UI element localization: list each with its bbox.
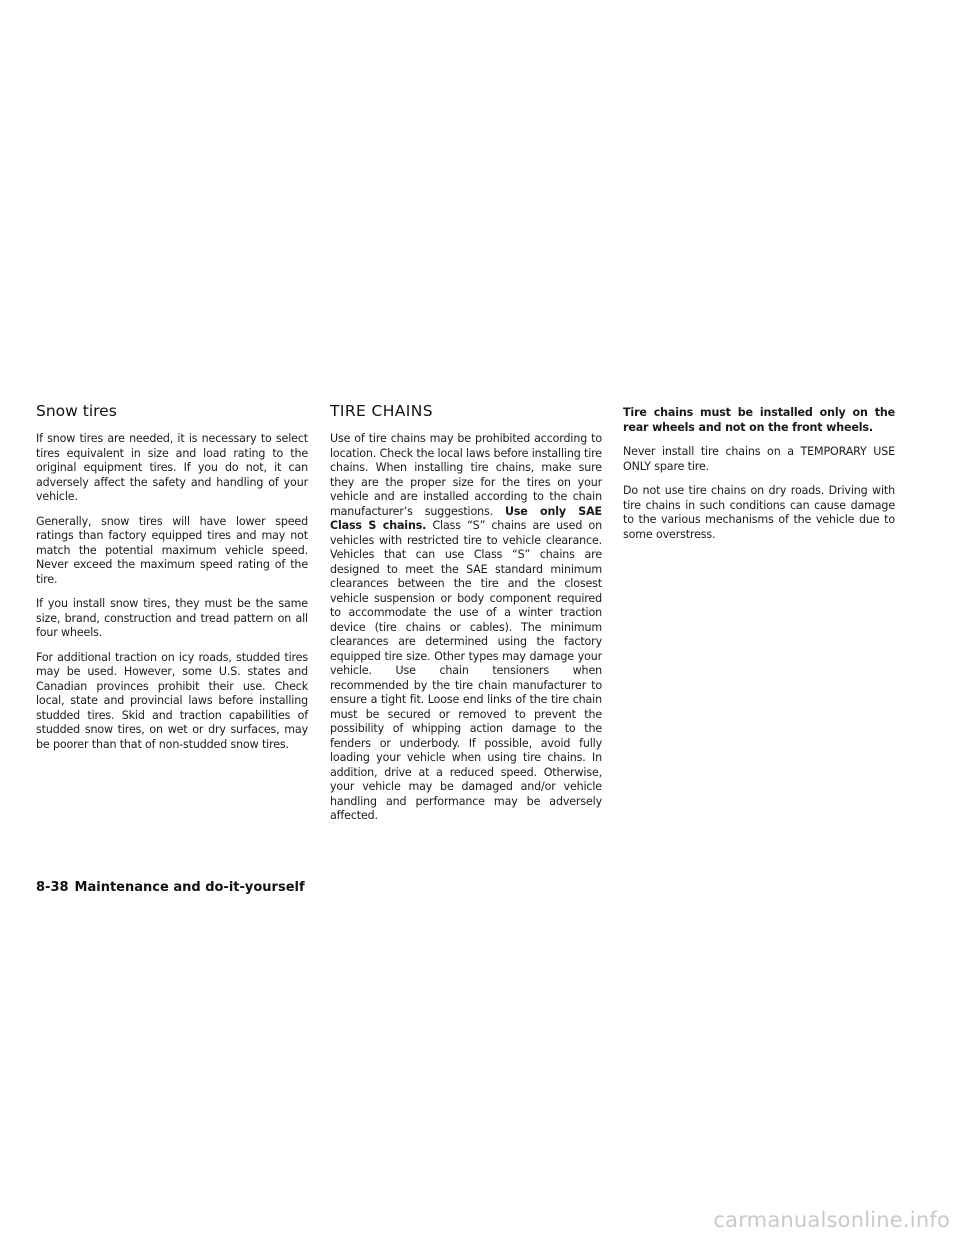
rear-wheels-warning-text: Tire chains must be installed only on the rear wheels and not on the front wheels. bbox=[623, 406, 895, 434]
tire-chains-text-2: Class “S” chains are used on vehicles with restricted tire to vehicle clearance. Vehicles that can use Class “S” chains are designed to meet the SAE standard minimum clearances between the tire and the closest vehicle suspension or body component required to accommodate the use of a winter traction device (tire chains or cables). The minimum clearances are determined using the factory equipped tire size. Other types may damage your vehicle. Use chain tensioners when recommended by the tire chain manufacturer to ensure a tight fit. Loose end links of the tire chain must be secured or removed to prevent the possibility of whipping action damage to the fenders or underbody. If possible, avoid fully loading your vehicle when using tire chains. In addition, drive at a reduced speed. Otherwise, your vehicle may be damaged and/or vehicle handling and performance may be adversely affected. bbox=[330, 519, 602, 822]
tire-chains-heading: TIRE CHAINS bbox=[330, 402, 434, 420]
dry-roads-note: Do not use tire chains on dry roads. Driving with tire chains in such conditions can cause damage to the various mechanisms of the vehicle due to some overstress. bbox=[623, 484, 895, 541]
snow-tires-paragraph-2: Generally, snow tires will have lower speed ratings than factory equipped tires and may not match the potential maximum vehicle speed. Never exceed the maximum speed rating of the tire. bbox=[36, 514, 308, 586]
spare-tire-note: Never install tire chains on a TEMPORARY USE ONLY spare tire. bbox=[623, 445, 895, 473]
tire-chains-text-1: Use of tire chains may be prohibited according to location. Check the local laws before installing tire chains. When installing tire chains, make sure they are the proper size for the tires on your vehicle and are installed according to the chain manufacturer’s suggestions. bbox=[330, 432, 602, 518]
page-number: 8-38 bbox=[36, 880, 69, 895]
tire-chains-column bbox=[330, 402, 602, 834]
snow-tires-paragraph-1: If snow tires are needed, it is necessary to select tires equivalent in size and load rating to the original equipment tires. If you do not, it can adversely affect the safety and handling of your vehicle. bbox=[36, 432, 308, 503]
rear-wheels-warning bbox=[623, 406, 895, 435]
tire-chains-paragraph bbox=[330, 432, 602, 824]
snow-tires-paragraph-4: For additional traction on icy roads, studded tires may be used. However, some U.S. states and Canadian provinces prohibit their use. Check local, state and provincial laws before installing studded tires. Skid and traction capabilities of studded snow tires, on wet or dry surfaces, may be poorer than that of non-studded snow tires. bbox=[36, 650, 308, 751]
sae-class-s-emphasis: Use only SAE Class S chains. bbox=[330, 504, 602, 532]
watermark: carmanualsonline.info bbox=[713, 1208, 950, 1232]
page-footer bbox=[36, 880, 305, 895]
snow-tires-paragraph-3: If you install snow tires, they must be the same size, brand, construction and tread pattern on all four wheels. bbox=[36, 597, 308, 639]
section-title: Maintenance and do-it-yourself bbox=[74, 880, 305, 895]
snow-tires-column bbox=[36, 402, 308, 762]
snow-tires-heading: Snow tires bbox=[36, 402, 117, 420]
tire-chains-warnings-column bbox=[623, 406, 895, 552]
